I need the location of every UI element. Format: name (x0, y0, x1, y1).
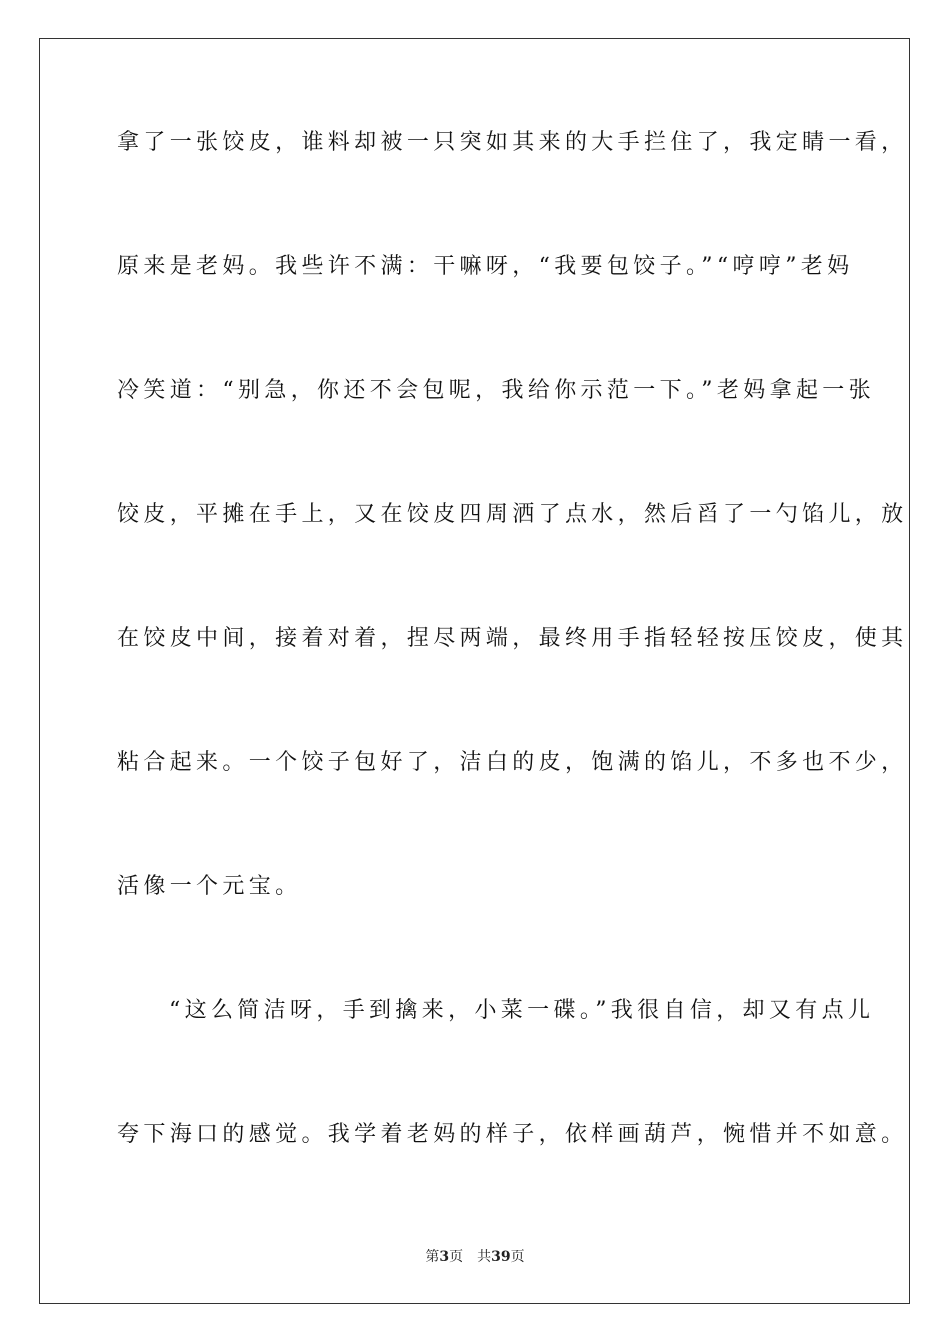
text-line: 活像一个元宝。 (117, 874, 302, 899)
total-prefix: 共 (477, 1249, 492, 1265)
text-line: 夸下海口的感觉。我学着老妈的样子，依样画葫芦，惋惜并不如意。 (117, 1122, 908, 1147)
text-line: 拿了一张饺皮，谁料却被一只突如其来的大手拦住了，我定睛一看， (117, 130, 908, 155)
text-line: 粘合起来。一个饺子包好了，洁白的皮，饱满的馅儿，不多也不少， (117, 750, 908, 775)
text-line: 冷笑道：“别急，你还不会包呢，我给你示范一下。”老妈拿起一张 (117, 378, 875, 403)
total-pages: 39 (491, 1249, 511, 1265)
page-suffix: 页 (449, 1249, 464, 1265)
document-body (117, 128, 908, 1244)
page-prefix: 第 (425, 1249, 440, 1265)
total-suffix: 页 (510, 1249, 525, 1265)
text-line: 在饺皮中间，接着对着，捏尽两端，最终用手指轻轻按压饺皮，使其 (117, 626, 908, 651)
text-line: 原来是老妈。我些许不满：干嘛呀，“我要包饺子。”“哼哼”老妈 (117, 254, 854, 279)
page-number: 3 (439, 1249, 450, 1265)
text-line: 饺皮，平摊在手上，又在饺皮四周洒了点水，然后舀了一勺馅儿，放 (117, 502, 908, 527)
text-line: “这么简洁呀，手到擒来，小菜一碟。”我很自信，却又有点儿 (169, 998, 875, 1023)
page-footer (0, 1248, 950, 1266)
